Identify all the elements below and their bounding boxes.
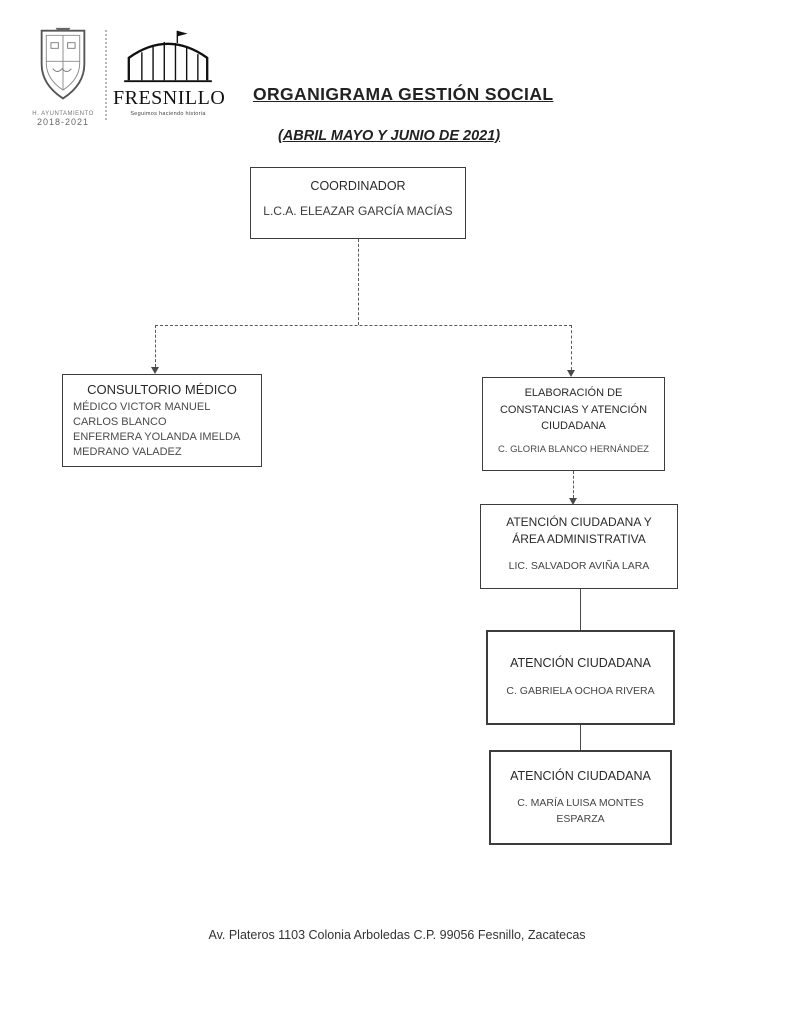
page-subtitle: (ABRIL MAYO Y JUNIO DE 2021) [278, 128, 501, 144]
org-box-title: ATENCIÓN CIUDADANA [510, 656, 651, 670]
org-box-elaboracion-constancias [482, 377, 665, 471]
org-box-title: ATENCIÓN CIUDADANA Y ÁREA ADMINISTRATIVA [506, 515, 652, 547]
coat-of-arms-icon [35, 91, 91, 108]
org-box-person: C. GABRIELA OCHOA RIVERA [506, 685, 655, 697]
connector-elab-admin [573, 471, 574, 498]
org-box-coordinador [250, 167, 466, 239]
org-box-person: LIC. SALVADOR AVIÑA LARA [508, 559, 650, 572]
connector-coordinator-down [358, 239, 359, 325]
org-box-consultorio-medico [62, 374, 262, 467]
arrow-right-branch [567, 370, 575, 377]
ayuntamiento-years: 2018-2021 [36, 117, 90, 127]
connector-left-branch [155, 325, 156, 367]
org-box-person: CARLOS BLANCO [73, 415, 167, 428]
connector-admin-atencion1 [580, 589, 581, 630]
building-icon [118, 71, 218, 88]
logo-divider [105, 30, 107, 120]
org-box-person: C. GLORIA BLANCO HERNÁNDEZ [498, 443, 649, 455]
connector-atencion1-atencion2 [580, 725, 581, 750]
org-box-title: COORDINADOR [310, 179, 406, 193]
ayuntamiento-logo [30, 26, 96, 127]
org-box-title: ELABORACIÓN DE CONSTANCIAS Y ATENCIÓN CIUDADANA [499, 387, 648, 432]
org-box-title: ATENCIÓN CIUDADANA [510, 769, 651, 783]
org-box-person: MEDRANO VALADEZ [73, 445, 182, 458]
connector-horizontal [155, 325, 572, 326]
org-box-atencion-ciudadana-2 [489, 750, 672, 845]
org-box-person: ENFERMERA YOLANDA IMELDA [73, 430, 241, 443]
footer-address: Av. Plateros 1103 Colonia Arboledas C.P. 99056 Fesnillo, Zacatecas [208, 928, 586, 942]
org-box-atencion-administrativa [480, 504, 678, 589]
fresnillo-tagline: Seguimos haciendo historia [130, 111, 206, 117]
fresnillo-wordmark: FRESNILLO [113, 87, 226, 109]
org-box-person: MÉDICO VICTOR MANUEL [73, 401, 211, 413]
ayuntamiento-caption: H. AYUNTAMIENTO [32, 111, 94, 117]
org-box-person: C. MARÍA LUISA MONTES ESPARZA [517, 797, 644, 825]
fresnillo-logo [113, 28, 226, 117]
org-box-person: L.C.A. ELEAZAR GARCÍA MACÍAS [263, 204, 453, 218]
connector-right-branch [571, 325, 572, 370]
arrow-left-branch [151, 367, 159, 374]
page-title: ORGANIGRAMA GESTIÓN SOCIAL [253, 84, 554, 104]
org-box-title: CONSULTORIO MÉDICO [87, 382, 237, 397]
org-box-atencion-ciudadana-1 [486, 630, 675, 725]
